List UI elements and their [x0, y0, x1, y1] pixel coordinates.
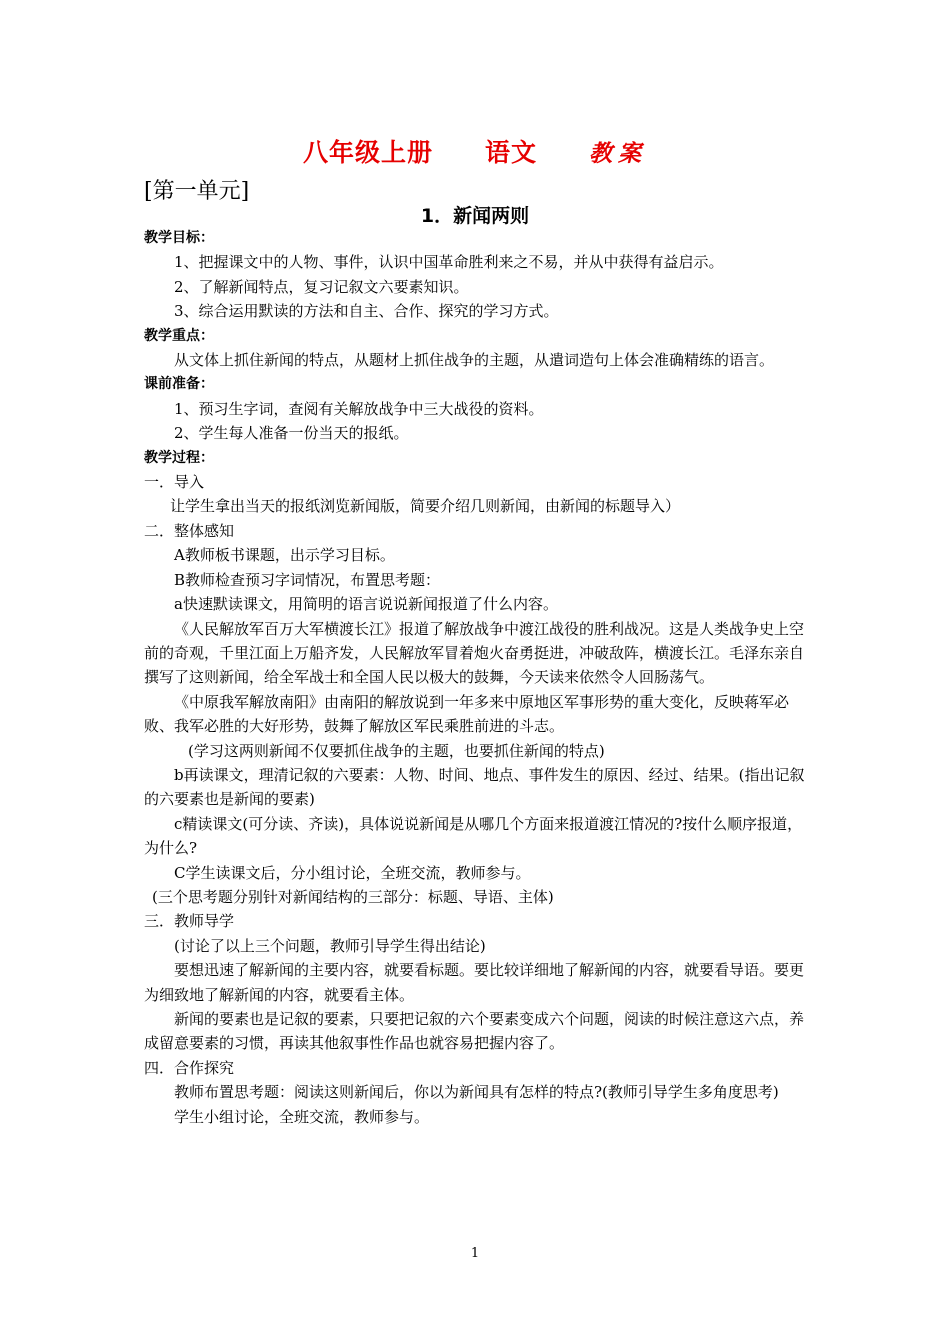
- process-heading: 教学过程：: [144, 449, 214, 466]
- teaching-note: (讨论了以上三个问题，教师引导学生得出结论): [174, 936, 486, 955]
- preparation-heading: 课前准备：: [144, 376, 214, 393]
- step-text: 让学生拿出当天的报纸浏览新闻版，简要介绍几则新闻，由新闻的标题导入）: [170, 497, 681, 516]
- step-heading: 四．合作探究: [144, 1058, 235, 1077]
- title-lesson-plan: 教案: [589, 140, 648, 167]
- goal-item: 2、了解新闻特点，复习记叙文六要素知识。: [174, 277, 469, 296]
- preparation-item: 2、学生每人准备一份当天的报纸。: [174, 424, 409, 443]
- step-text: 教师布置思考题：阅读这则新闻后，你以为新闻具有怎样的特点?(教师引导学生多角度思考): [174, 1083, 779, 1102]
- step-text: a快速默读课文，用简明的语言说说新闻报道了什么内容。: [174, 595, 558, 614]
- title-subject: 语文: [485, 138, 538, 167]
- key-points-text: 从文体上抓住新闻的特点，从题材上抓住战争的主题，从遣词造句上体会准确精练的语言。: [174, 351, 775, 370]
- step-text: 要想迅速了解新闻的主要内容，就要看标题。要比较详细地了解新闻的内容，就要看导语。要更为细致地了解新闻的内容，就要看主体。: [144, 961, 805, 1004]
- teaching-note: (学习这两则新闻不仅要抓住战争的主题，也要抓住新闻的特点): [188, 741, 605, 760]
- teaching-note: (三个思考题分别针对新闻结构的三部分：标题、导语、主体): [152, 887, 554, 906]
- page-number: 1: [470, 1246, 480, 1261]
- goals-heading: 教学目标：: [144, 230, 214, 246]
- step-heading: 二．整体感知: [144, 521, 235, 540]
- lesson-title: 1．新闻两则: [420, 205, 530, 227]
- lesson-content: [144, 226, 810, 1129]
- step-text: B教师检查预习字词情况，布置思考题：: [174, 570, 441, 589]
- goal-item: 1、把握课文中的人物、事件，认识中国革命胜利来之不易，并从中获得有益启示。: [174, 253, 724, 272]
- key-points-heading: 教学重点：: [144, 327, 214, 344]
- goal-item: 3、综合运用默读的方法和自主、合作、探究的学习方式。: [174, 302, 559, 321]
- news-summary: 《中原我军解放南阳》由南阳的解放说到一年多来中原地区军事形势的重大变化，反映蒋军必败、我军必胜的大好形势，鼓舞了解放区军民乘胜前进的斗志。: [144, 692, 790, 736]
- unit-heading: [第一单元]: [144, 179, 250, 204]
- step-text: b再读课文，理清记叙的六要素：人物、时间、地点、事件发生的原因、经过、结果。(指出记叙的六要素也是新闻的要素): [144, 765, 805, 809]
- step-heading: 三．教师导学: [144, 912, 235, 931]
- step-text: 学生小组讨论，全班交流，教师参与。: [174, 1107, 430, 1126]
- step-heading: 一．导入: [144, 473, 205, 492]
- step-text: C学生读课文后，分小组讨论，全班交流，教师参与。: [174, 863, 531, 882]
- document-title: [0, 133, 950, 169]
- preparation-item: 1、预习生字词，查阅有关解放战争中三大战役的资料。: [174, 399, 544, 418]
- title-grade: 八年级上册: [302, 138, 433, 167]
- step-text: 新闻的要素也是记叙的要素，只要把记叙的六个要素变成六个问题，阅读的时候注意这六点，养成留意要素的习惯，再读其他叙事性作品也就容易把握内容了。: [144, 1010, 805, 1053]
- step-text: c精读课文(可分读、齐读)，具体说说新闻是从哪几个方面来报道渡江情况的?按什么顺序报道，为什么?: [144, 814, 803, 858]
- news-summary: 《人民解放军百万大军横渡长江》报道了解放战争中渡江战役的胜利战况。这是人类战争史上空前的奇观，千里江面上万船齐发，人民解放军冒着炮火奋勇挺进，冲破敌阵，横渡长江。毛泽东亲自撰写了这则新闻，给全军战士和全国人民以极大的鼓舞，今天读来依然令人回肠荡气。: [144, 619, 805, 687]
- step-text: A教师板书课题，出示学习目标。: [174, 546, 395, 565]
